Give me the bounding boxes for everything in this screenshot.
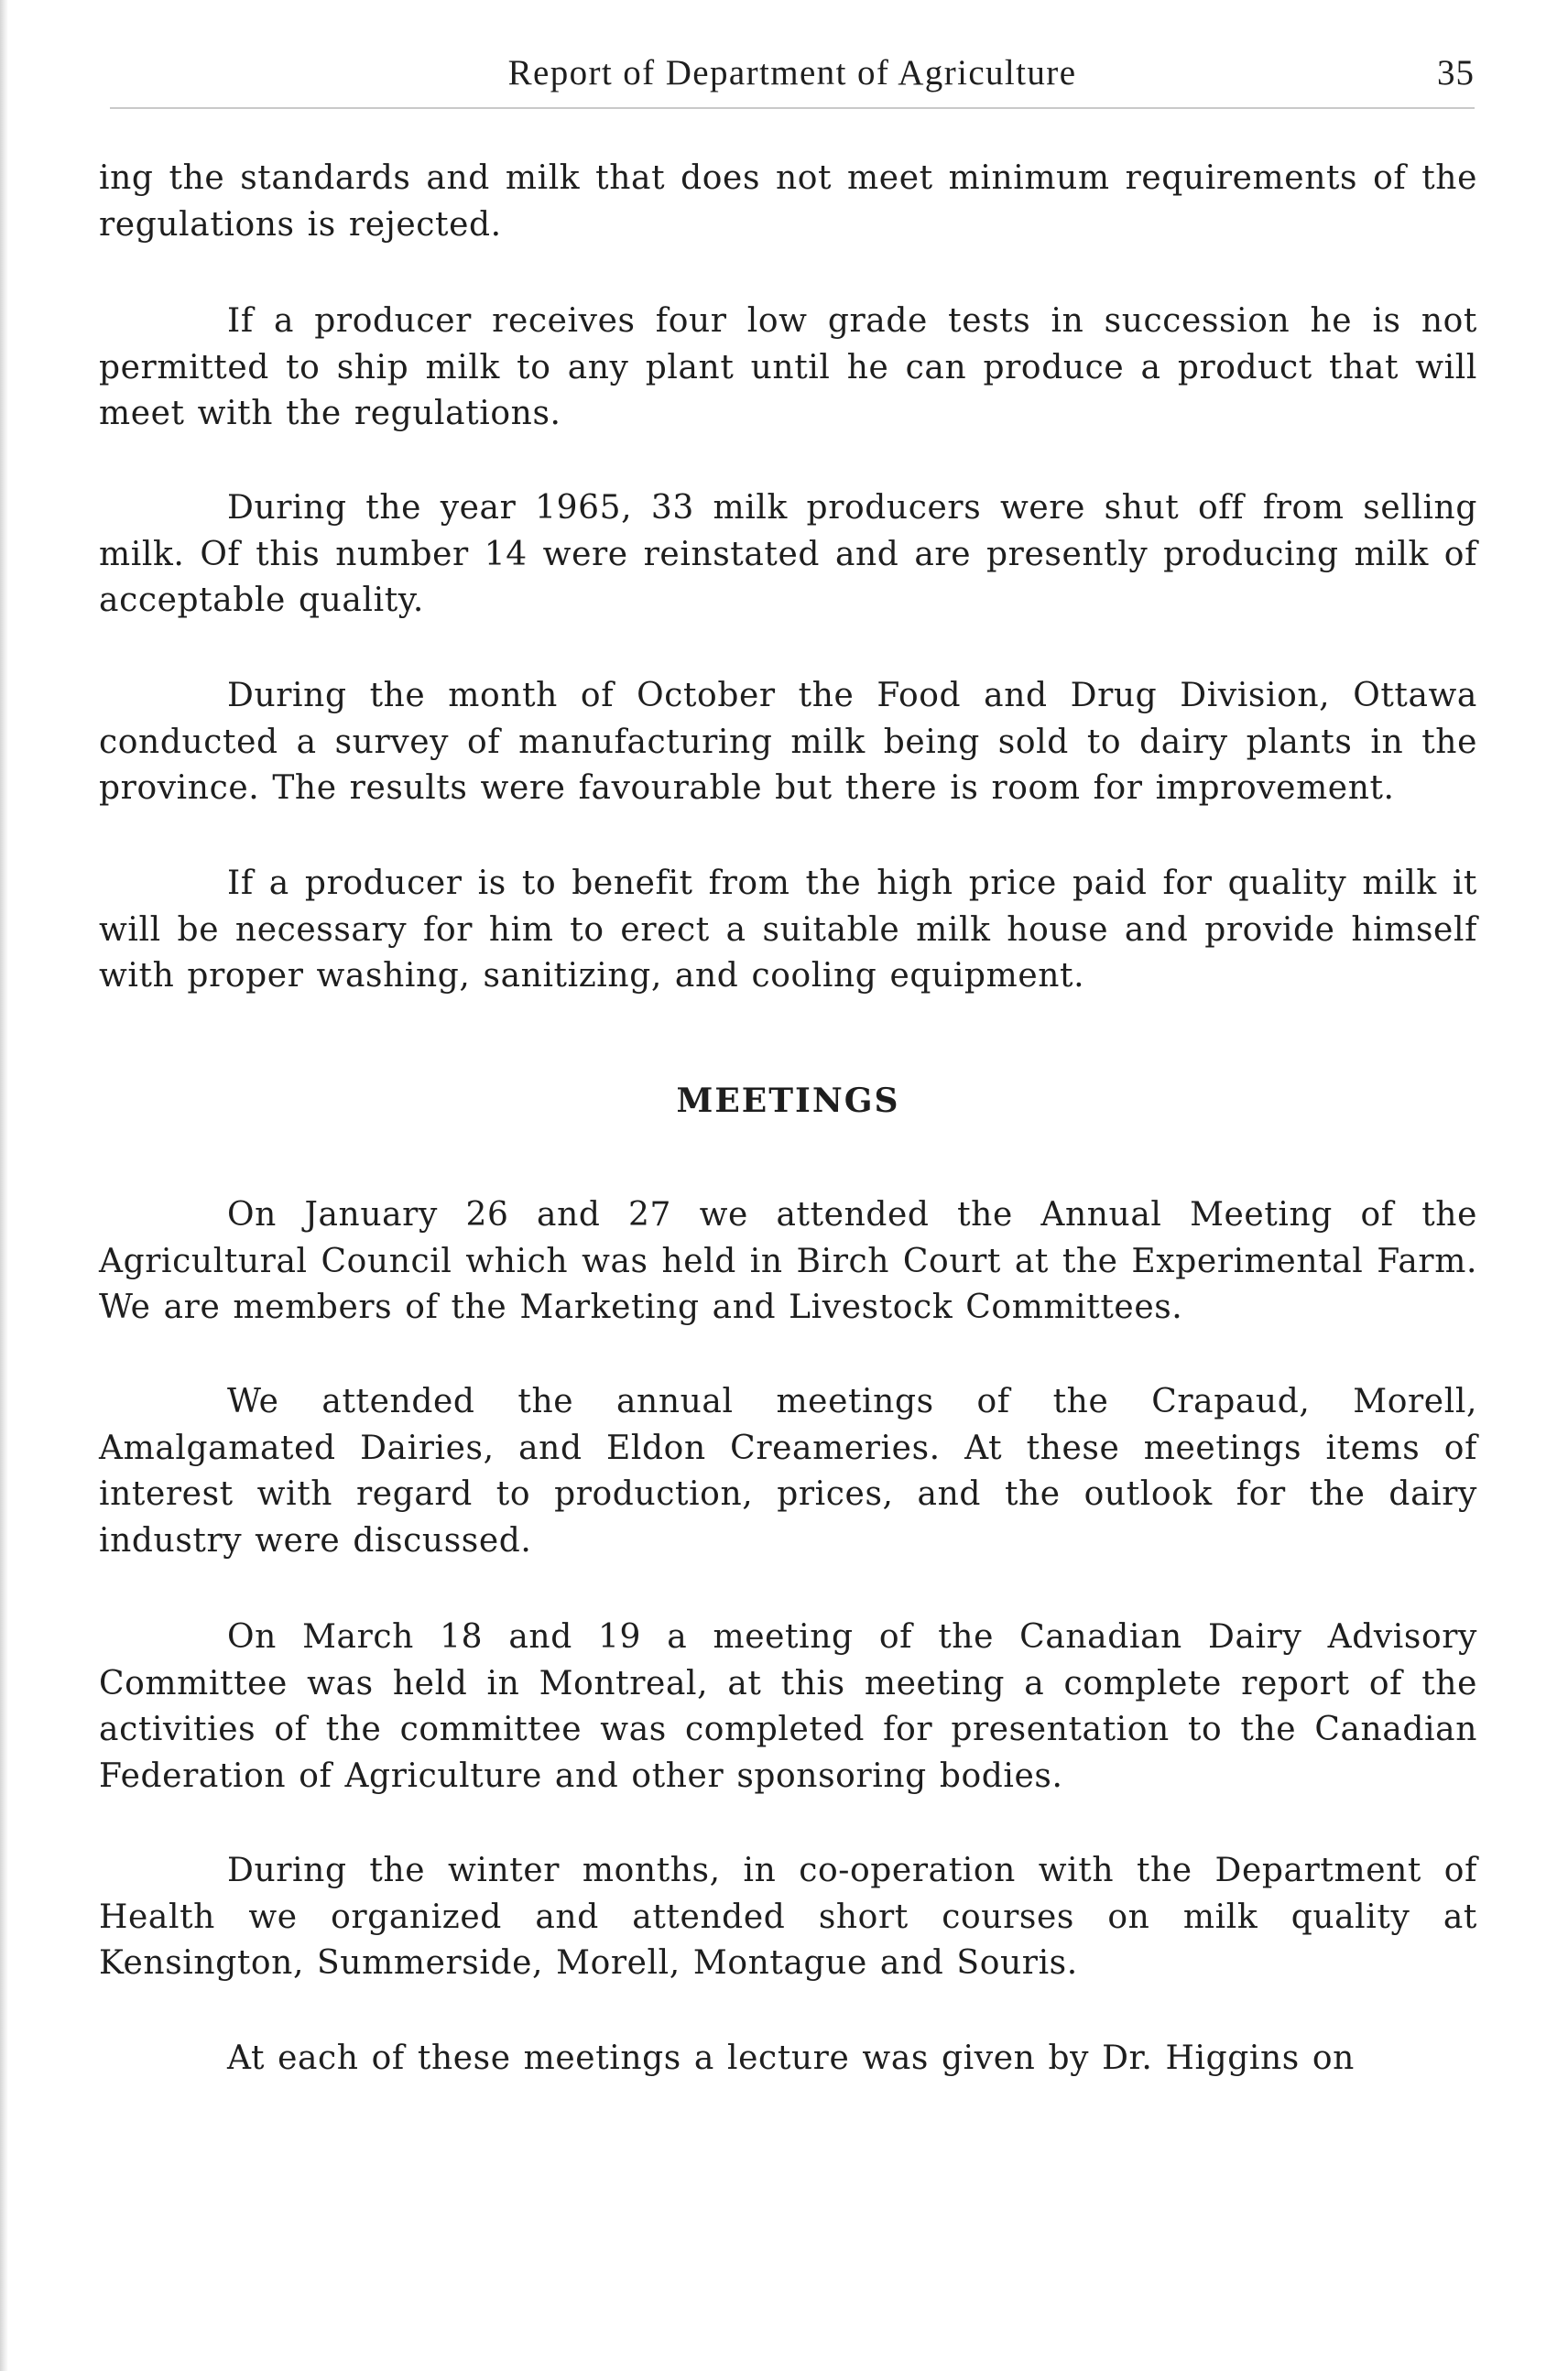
running-title: Report of Department of Agriculture xyxy=(507,53,1077,92)
paragraph-low-grade-tests: If a producer receives four low grade tests in succession he is not permitted to ship milk to any plant until he can produce a product that will meet with the regulations. xyxy=(99,302,1477,432)
paragraph-survey: During the month of October the Food and Drug Division, Ottawa conducted a survey of manufacturing milk being sold to dairy plants in the province. The results were favourable but there is room for improvement. xyxy=(99,677,1477,807)
section-heading-meetings: MEETINGS xyxy=(676,1082,900,1120)
running-head xyxy=(110,48,1475,99)
paragraph-dairy-advisory-committee: On March 18 and 19 a meeting of the Canadian Dairy Advisory Committee was held in Montreal, at this meeting a complete report of the activities of the committee was completed for presentation to the Canadian Federation of Agriculture and other sponsoring bodies. xyxy=(99,1618,1477,1795)
paragraph-short-courses: During the winter months, in co-operation with the Department of Health we organized and attended short courses on milk quality at Kensington, Summerside, Morell, Montague and Souris. xyxy=(99,1852,1477,1982)
page-edge-shadow xyxy=(0,0,8,2371)
paragraph-agricultural-council: On January 26 and 27 we attended the Annual Meeting of the Agricultural Council which was held in Birch Court at the Experimental Farm. We are members of the Marketing and Livestock Committees. xyxy=(99,1196,1477,1326)
paragraph-lecture: At each of these meetings a lecture was given by Dr. Higgins on xyxy=(227,2039,1355,2077)
header-rule xyxy=(110,107,1475,109)
page-number: 35 xyxy=(1437,53,1475,92)
paragraph-continued: ing the standards and milk that does not meet minimum requirements of the regulations is rejected. xyxy=(99,159,1477,244)
paragraph-producers-shut-off: During the year 1965, 33 milk producers were shut off from selling milk. Of this number 14 were reinstated and are presently producing milk of acceptable quality. xyxy=(99,489,1477,619)
paragraph-annual-meetings: We attended the annual meetings of the Crapaud, Morell, Amalgamated Dairies, and Eldon Creameries. At these meetings items of interest with regard to production, prices, and the outlook for the dairy industry were discussed. xyxy=(99,1383,1477,1560)
paragraph-milk-house: If a producer is to benefit from the high price paid for quality milk it will be necessary for him to erect a suitable milk house and provide himself with proper washing, sanitizing, and cooling equipment. xyxy=(99,865,1477,995)
